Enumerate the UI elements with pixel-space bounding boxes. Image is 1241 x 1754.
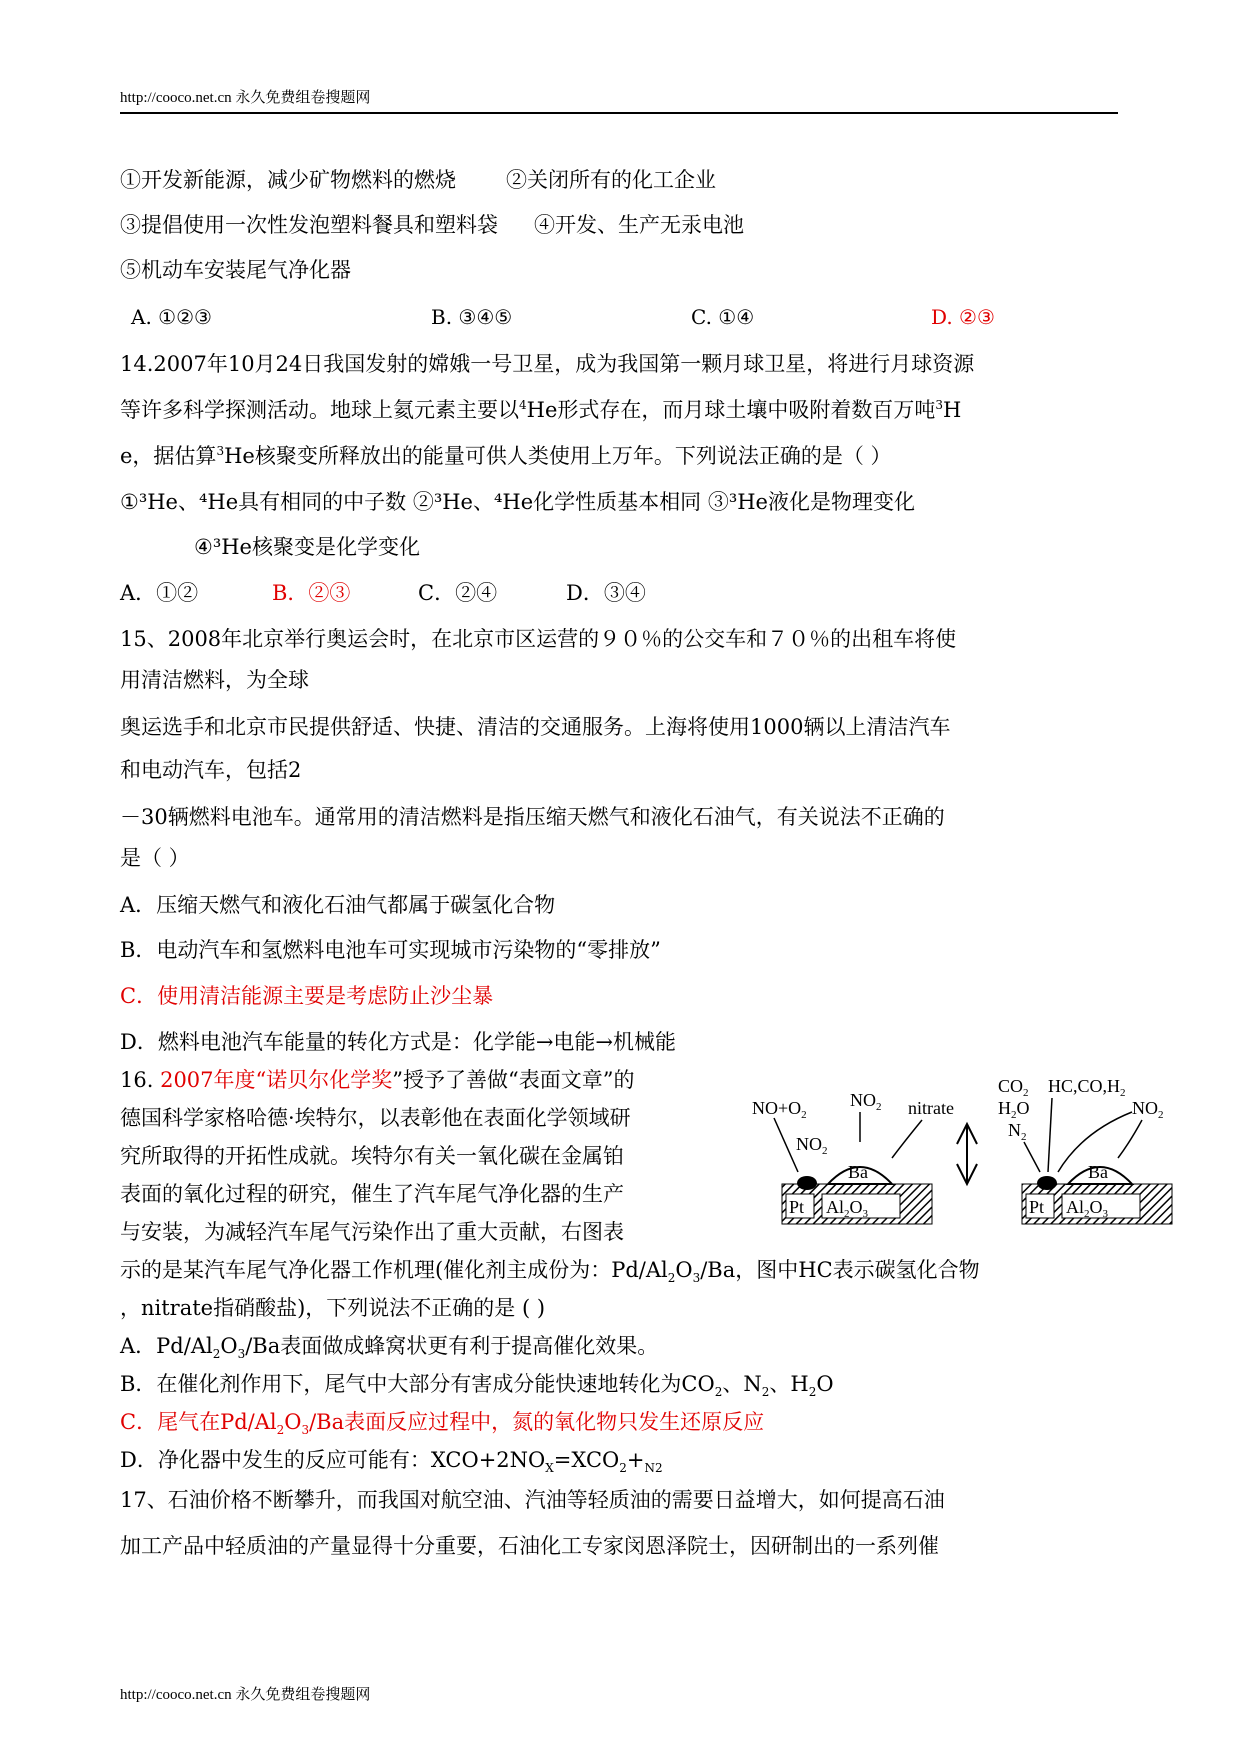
q16-line-4: 表面的氧化过程的研究，催生了汽车尾气净化器的生产 bbox=[120, 1182, 624, 1206]
q16-b-a: B．在催化剂作用下，尾气中大部分有害成分能快速地转化为CO bbox=[120, 1372, 715, 1396]
q13-statement-1 bbox=[120, 170, 716, 191]
q13-statement-2 bbox=[120, 215, 744, 236]
left-arrow-1 bbox=[774, 1118, 798, 1172]
q16-c-b: O bbox=[284, 1410, 302, 1434]
q13-s2: ②关闭所有的化工企业 bbox=[506, 168, 716, 192]
right-co2-label: $CO_2$ bbox=[998, 1076, 1029, 1099]
sub-2: 2 bbox=[276, 1423, 285, 1438]
left-pt-label: Pt bbox=[789, 1197, 805, 1217]
sub-2: 2 bbox=[212, 1347, 221, 1362]
q16-line-1 bbox=[120, 1070, 634, 1091]
q16-l1a: 16. bbox=[120, 1068, 161, 1092]
q16-option-d bbox=[120, 1448, 663, 1476]
q17-line-1: 17、石油价格不断攀升，而我国对航空油、汽油等轻质油的需要日益增大，如何提高石油 bbox=[120, 1488, 945, 1512]
q17-line-2: 加工产品中轻质油的产量显得十分重要，石油化工专家闵恩泽院士，因研制出的一系列催 bbox=[120, 1534, 939, 1558]
right-h2o-label: $H_2O$ bbox=[998, 1098, 1030, 1121]
q16-line-7: ，nitrate指硝酸盐)，下列说法不正确的是 ( ) bbox=[120, 1296, 546, 1320]
q16-a-c: /Ba表面做成蜂窝状更有利于提高催化效果。 bbox=[245, 1334, 659, 1358]
q15-line-6: 是（ ） bbox=[120, 846, 190, 870]
q13-option-a: A. ①②③ bbox=[131, 305, 212, 329]
q16-line-2: 德国科学家格哈德·埃特尔，以表彰他在表面化学领域研 bbox=[120, 1106, 631, 1130]
q16-line-6 bbox=[120, 1258, 980, 1286]
q16-option-b bbox=[120, 1372, 834, 1400]
q16-a-b: O bbox=[220, 1334, 238, 1358]
q16-b-c: 、H bbox=[769, 1372, 809, 1396]
q16-l6a: 示的是某汽车尾气净化器工作机理(催化剂主成份为：Pd/Al bbox=[120, 1258, 668, 1282]
sub-2: 2 bbox=[714, 1385, 723, 1400]
q16-l1b: ”授予了善做“表面文章”的 bbox=[392, 1068, 635, 1092]
q13-option-c: C. ①④ bbox=[691, 305, 755, 329]
right-no2-label: $NO_2$ bbox=[1132, 1098, 1164, 1121]
q14-option-b: B．②③ bbox=[272, 581, 351, 605]
q16-line-5: 与安装，为减轻汽车尾气污染作出了重大贡献，右图表 bbox=[120, 1220, 624, 1244]
sub-3: 3 bbox=[692, 1271, 701, 1286]
right-pt-label: Pt bbox=[1029, 1197, 1045, 1217]
q16-c-a: C．尾气在Pd/Al bbox=[120, 1410, 277, 1434]
nitrate-label: nitrate bbox=[908, 1098, 954, 1118]
q16-c-c: /Ba表面反应过程中，氮的氧化物只发生还原反应 bbox=[309, 1410, 765, 1434]
q15-option-a: A．压缩天燃气和液化石油气都属于碳氢化合物 bbox=[120, 893, 556, 917]
q14-line-3 bbox=[120, 446, 892, 467]
left-al-label: $Al_2O_3$ bbox=[826, 1197, 868, 1220]
q14-l2-sup2: 3 bbox=[935, 398, 944, 412]
q16-l6b: O bbox=[675, 1258, 693, 1282]
q16-d-b: X bbox=[545, 1461, 554, 1476]
left-ba-label: Ba bbox=[848, 1162, 868, 1182]
q15-line-3: 奥运选手和北京市民提供舒适、快捷、清洁的交通服务。上海将使用1000辆以上清洁汽车 bbox=[120, 715, 951, 739]
q16-l1-red: 2007年度“诺贝尔化学奖 bbox=[160, 1068, 393, 1092]
reversible-arrow bbox=[957, 1124, 977, 1184]
q16-a-a: A．Pd/Al bbox=[120, 1334, 213, 1358]
right-hc-label: $HC,CO,H_2$ bbox=[1048, 1076, 1126, 1099]
right-pt-particle bbox=[1037, 1176, 1057, 1190]
q14-line-1: 14.2007年10月24日我国发射的嫦娥一号卫星，成为我国第一颗月球卫星，将进行月球资源 bbox=[120, 352, 975, 376]
q14-option-c: C．②④ bbox=[418, 581, 498, 605]
sub-3: 3 bbox=[237, 1347, 246, 1362]
q14-option-d: D．③④ bbox=[566, 581, 646, 605]
q14-l2a: 等许多科学探测活动。地球上氦元素主要以 bbox=[120, 398, 519, 422]
q15-line-4: 和电动汽车，包括2 bbox=[120, 758, 302, 782]
header-rule bbox=[120, 112, 1118, 114]
left-no2-mid: $NO_2$ bbox=[796, 1134, 828, 1157]
q15-option-c: C．使用清洁能源主要是考虑防止沙尘暴 bbox=[120, 984, 494, 1008]
left-pt-particle bbox=[797, 1176, 817, 1190]
q16-option-c bbox=[120, 1410, 765, 1438]
q14-option-a: A．①② bbox=[120, 581, 199, 605]
q16-d-e: N2 bbox=[644, 1461, 663, 1476]
q16-line-3: 究所取得的开拓性成就。埃特尔有关一氧化碳在金属铂 bbox=[120, 1144, 624, 1168]
right-n2-label: $N_2$ bbox=[1008, 1120, 1027, 1143]
q15-option-b: B．电动汽车和氢燃料电池车可实现城市污染物的“零排放” bbox=[120, 938, 661, 962]
q15-line-2: 用清洁燃料，为全球 bbox=[120, 668, 309, 692]
q14-l3a: e，据估算 bbox=[120, 444, 217, 468]
q15-option-d: D．燃料电池汽车能量的转化方式是：化学能→电能→机械能 bbox=[120, 1030, 677, 1054]
q14-l3b: He核聚变所释放出的能量可供人类使用上万年。下列说法正确的是（ ） bbox=[224, 444, 892, 468]
right-panel bbox=[998, 1076, 1172, 1224]
q16-l6c: /Ba，图中HC表示碳氢化合物 bbox=[700, 1258, 980, 1282]
sub-3: 3 bbox=[301, 1423, 310, 1438]
page-header: http://cooco.net.cn 永久免费组卷搜题网 bbox=[120, 90, 371, 106]
q13-statement-3: ⑤机动车安装尾气净化器 bbox=[120, 258, 351, 282]
q15-line-1: 15、2008年北京举行奥运会时，在北京市区运营的９０％的公交车和７０％的出租车将使 bbox=[120, 627, 957, 651]
q16-d-d: + bbox=[626, 1448, 645, 1472]
left-arrow-3 bbox=[892, 1120, 922, 1158]
right-ba-label: Ba bbox=[1088, 1162, 1108, 1182]
right-arrow-1 bbox=[1048, 1098, 1052, 1172]
right-al-label: $Al_2O_3$ bbox=[1066, 1197, 1108, 1220]
q16-b-b: 、N bbox=[722, 1372, 762, 1396]
q14-line-5: ④³He核聚变是化学变化 bbox=[194, 535, 420, 559]
q16-d-a: D．净化器中发生的反应可能有：XCO+2NO bbox=[120, 1448, 546, 1472]
q14-l3-sup: 3 bbox=[216, 444, 225, 458]
right-arrow-4 bbox=[1118, 1120, 1142, 1158]
q16-option-a bbox=[120, 1334, 659, 1362]
q14-l2b: He形式存在，而月球土壤中吸附着数百万吨 bbox=[526, 398, 936, 422]
q13-option-b: B. ③④⑤ bbox=[431, 305, 513, 329]
left-panel bbox=[752, 1090, 954, 1224]
sub-2: 2 bbox=[761, 1385, 770, 1400]
catalyst-mechanism-figure bbox=[752, 1072, 1188, 1230]
q13-s3: ③提倡使用一次性发泡塑料餐具和塑料袋 bbox=[120, 213, 498, 237]
sub-2: 2 bbox=[667, 1271, 676, 1286]
q14-l2-sup: 4 bbox=[519, 398, 527, 412]
q14-line-4: ①³He、⁴He具有相同的中子数 ②³He、⁴He化学性质基本相同 ③³He液化是物理变化 bbox=[120, 490, 915, 514]
right-arrow-3 bbox=[1024, 1142, 1040, 1172]
q13-option-d: D. ②③ bbox=[931, 305, 995, 329]
page-footer: http://cooco.net.cn 永久免费组卷搜题网 bbox=[120, 1687, 371, 1703]
left-no2-top: $NO_2$ bbox=[850, 1090, 882, 1113]
q16-b-d: O bbox=[816, 1372, 834, 1396]
q16-d-c: =XCO bbox=[553, 1448, 620, 1472]
q13-s1: ①开发新能源，减少矿物燃料的燃烧 bbox=[120, 168, 456, 192]
q14-line-2 bbox=[120, 400, 961, 421]
sub-2: 2 bbox=[619, 1461, 627, 1476]
sub-2: 2 bbox=[808, 1385, 817, 1400]
q15-line-5: －30辆燃料电池车。通常用的清洁燃料是指压缩天燃气和液化石油气，有关说法不正确的 bbox=[120, 805, 945, 829]
q14-l2c: H bbox=[943, 398, 962, 422]
left-in-label: $NO+O_2$ bbox=[752, 1098, 807, 1121]
q13-s4: ④开发、生产无汞电池 bbox=[534, 213, 744, 237]
